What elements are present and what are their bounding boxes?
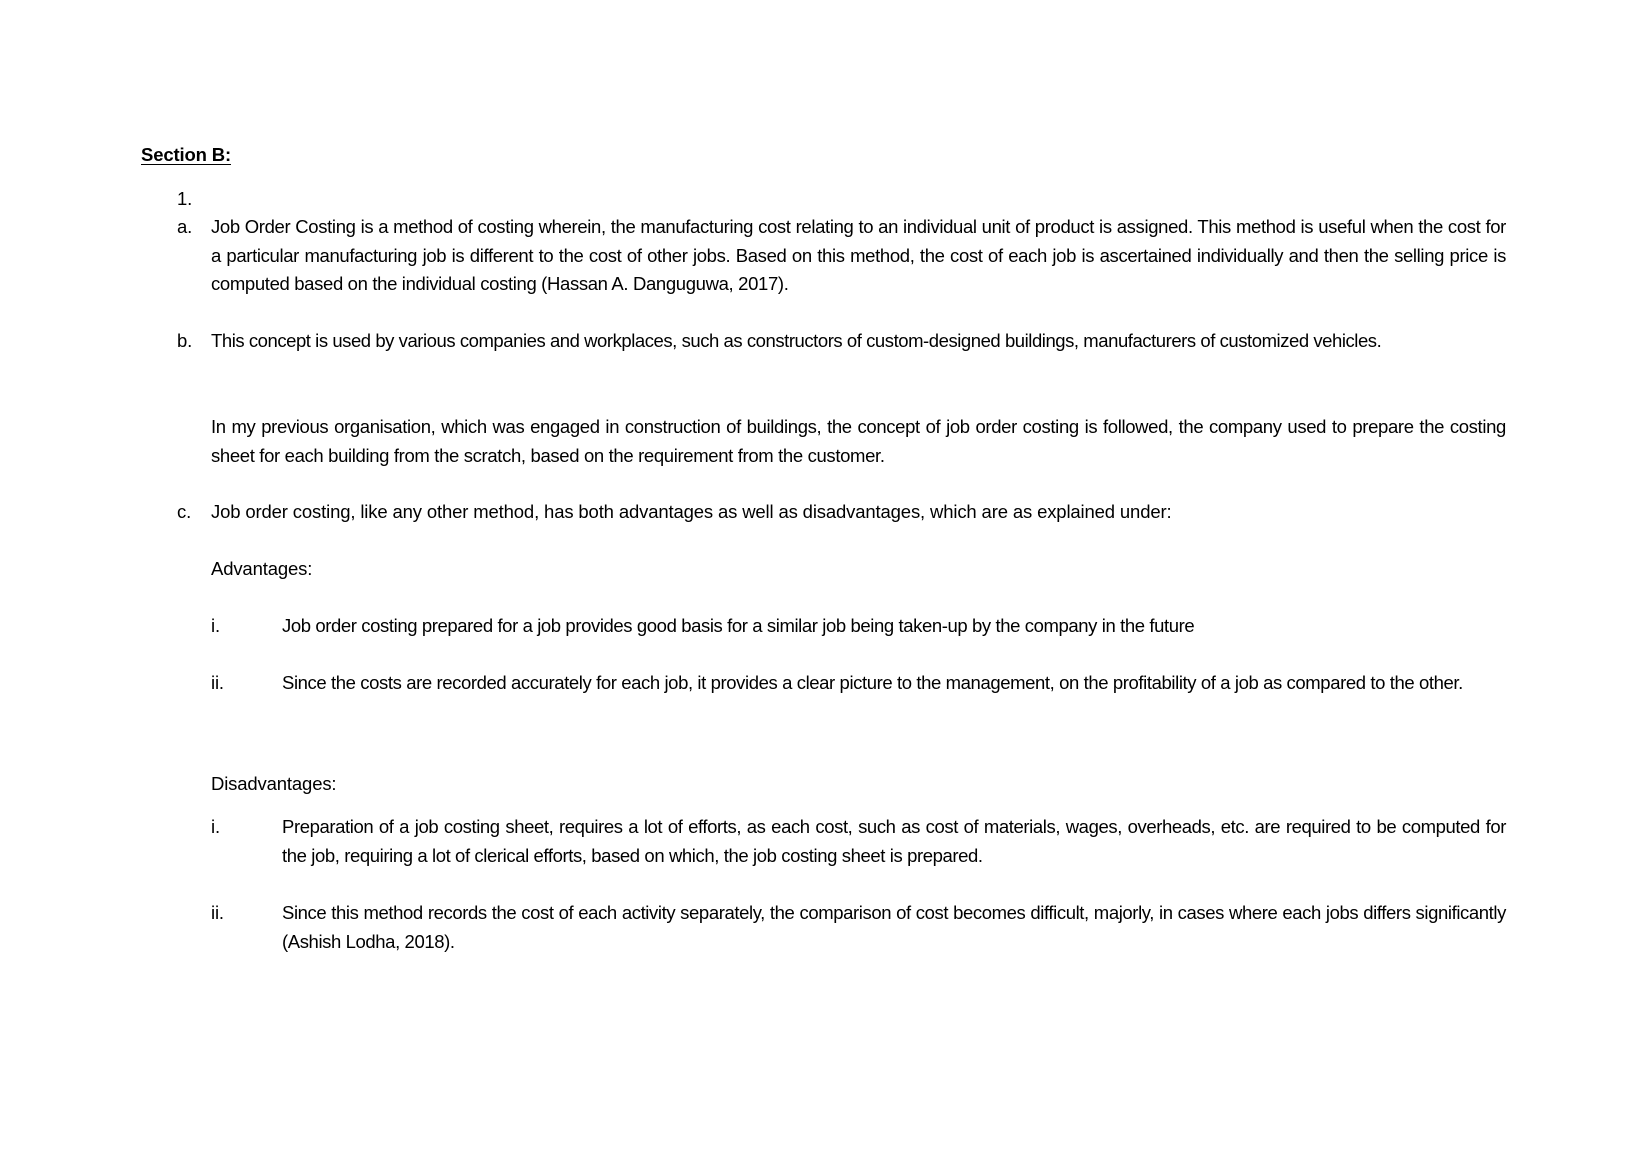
advantage-1-text: Job order costing prepared for a job provides good basis for a similar job being taken-up by the company in the future — [282, 615, 1195, 636]
advantage-2-text: Since the costs are recorded accurately for each job, it provides a clear picture to the management, on the profitability of a job as compared to the other. — [282, 672, 1463, 693]
item-a-paragraph: Job Order Costing is a method of costing wherein, the manufacturing cost relating to an individual unit of product is assigned. This method is useful when the cost for a particular manufacturing job is different to the cost of other jobs. Based on this method, the cost of each job is ascertained individually and then the selling price is computed based on the individual costing (Hassan A. Danguguwa, 2017). — [211, 216, 1506, 294]
advantage-2-marker: ii. — [211, 672, 224, 693]
advantages-label: Advantages: — [211, 558, 313, 579]
disadvantages-label: Disadvantages: — [211, 773, 337, 794]
disadvantage-1-text: Preparation of a job costing sheet, requires a lot of efforts, as each cost, such as cost of materials, wages, overheads, etc. are required to be computed for the job, requiring a lot of clerical efforts, based on which, the job costing sheet is prepared. — [282, 816, 1506, 866]
item-a-marker: a. — [177, 216, 193, 237]
item-b-marker: b. — [177, 330, 193, 351]
item-c-paragraph: Job order costing, like any other method, has both advantages as well as disadvantages, which are as explained under: — [211, 501, 1172, 522]
disadvantage-2-marker: ii. — [211, 902, 224, 923]
question-number: 1. — [177, 188, 193, 209]
advantage-1-marker: i. — [211, 615, 220, 636]
disadvantage-2-text: Since this method records the cost of each activity separately, the comparison of cost becomes difficult, majorly, in cases where each jobs differs significantly (Ashish Lodha, 2018). — [282, 902, 1506, 952]
item-b-paragraph: This concept is used by various companies and workplaces, such as constructors of custom-designed buildings, manufacturers of customized vehicles. — [211, 330, 1382, 351]
item-b-paragraph-2: In my previous organisation, which was engaged in construction of buildings, the concept of job order costing is followed, the company used to prepare the costing sheet for each building from the scratch, based on the requirement from the customer. — [211, 416, 1506, 466]
section-heading: Section B: — [141, 144, 231, 165]
disadvantage-1-marker: i. — [211, 816, 220, 837]
item-c-marker: c. — [177, 501, 192, 522]
